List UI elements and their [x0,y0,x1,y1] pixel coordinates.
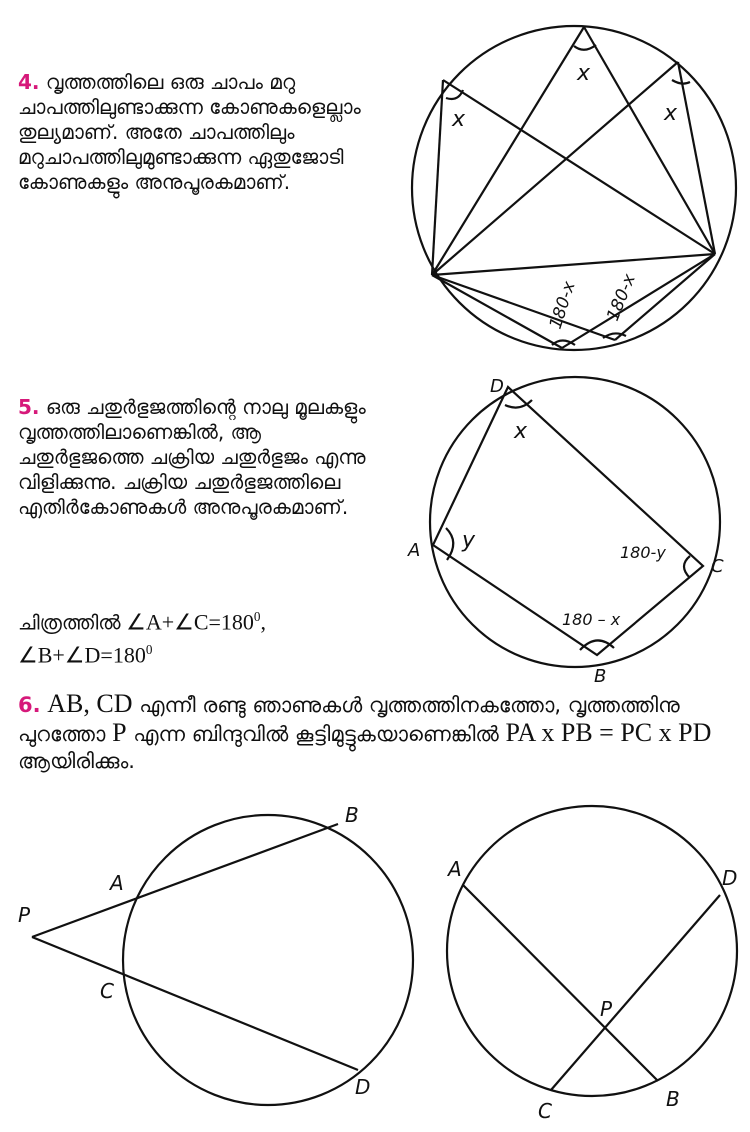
degree-mark-1: 0 [253,609,261,624]
item-6-number: 6. [18,693,41,717]
fig1-angle-right-label: x [664,101,678,126]
fig3-label-c: C [100,979,114,1003]
equation-1: ∠A+∠C=180 [126,609,254,635]
fig2-label-c: C [711,556,724,577]
equation-line-1: ചിത്രത്തിൽ $\angle A+\angle C=180^0$, [18,609,267,635]
fig3-label-p: P [18,903,31,927]
figure-caption-prefix: ചിത്രത്തിൽ [18,610,121,635]
fig1-angle-bottom-right-label: 180-x [603,271,640,324]
fig2-angle-d: x [514,419,528,444]
fig4-label-p: P [600,997,613,1021]
fig3-label-d: D [355,1075,371,1099]
item-5-number: 5. [18,395,40,419]
item-4-body: വൃത്തത്തിലെ ഒരു ചാപം മറു ചാപത്തിലുണ്ടാക്കുന്ന കോണുകളെല്ലാം തുല്യമാണ്. അതേ ചാപത്തിലും മറുചാപത്തിലുമുണ്ടാക്കുന്ന ഏതുജോടി കോണുകളും അനുപൂരകമാണ്. [18,70,361,194]
item-6-text-b: എന്ന ബിന്ദുവിൽ കൂട്ടിമുട്ടുകയാണെങ്കിൽ [133,722,499,746]
fig2-angle-c: 180-y [620,543,666,562]
item-4-number: 4. [18,70,40,94]
item-6-point-p: P [112,718,127,747]
fig3-label-a: A [110,871,124,895]
fig3-label-b: B [345,803,359,827]
equation-2: ∠B+∠D=180 [18,642,146,668]
fig1-angle-left-label: x [452,107,466,132]
fig4-label-b: B [666,1087,680,1111]
item-6-text-a: എന്നീ രണ്ടു ഞാണുകൾ വൃത്തത്തിനകത്തോ, വൃത്തത്തിനു പുറത്തോ [18,693,680,746]
fig2-label-a: A [408,540,421,561]
fig2-angle-b: 180 – x [562,610,621,629]
fig4-label-d: D [722,866,738,890]
degree-mark-2: 0 [145,642,153,658]
fig2-label-b: B [594,666,607,687]
fig1-angle-bottom-left-label: 180-x [545,279,580,332]
item-6-text-c: ആയിരിക്കും. [18,749,135,773]
fig2-angle-a: y [462,528,476,553]
fig2-label-d: D [490,376,504,397]
item-5-body: ഒരു ചതുർഭുജത്തിന്റെ നാലു മൂലകളും വൃത്തത്തിലാണെങ്കിൽ, ആ ചതുർഭുജത്തെ ചക്രിയ ചതുർഭുജം എന്നു വിളിക്കുന്നു. ചക്രിയ ചതുർഭുജത്തിലെ എതിർകോണുകൾ അനുപൂരകമാണ്. [18,395,366,519]
fig4-label-a: A [448,857,462,881]
item-6-equation: PA x PB = PC x PD [505,718,712,747]
fig4-label-c: C [538,1099,552,1123]
item-6-chords: AB, CD [47,689,133,718]
fig1-angle-top-label: x [577,61,591,86]
